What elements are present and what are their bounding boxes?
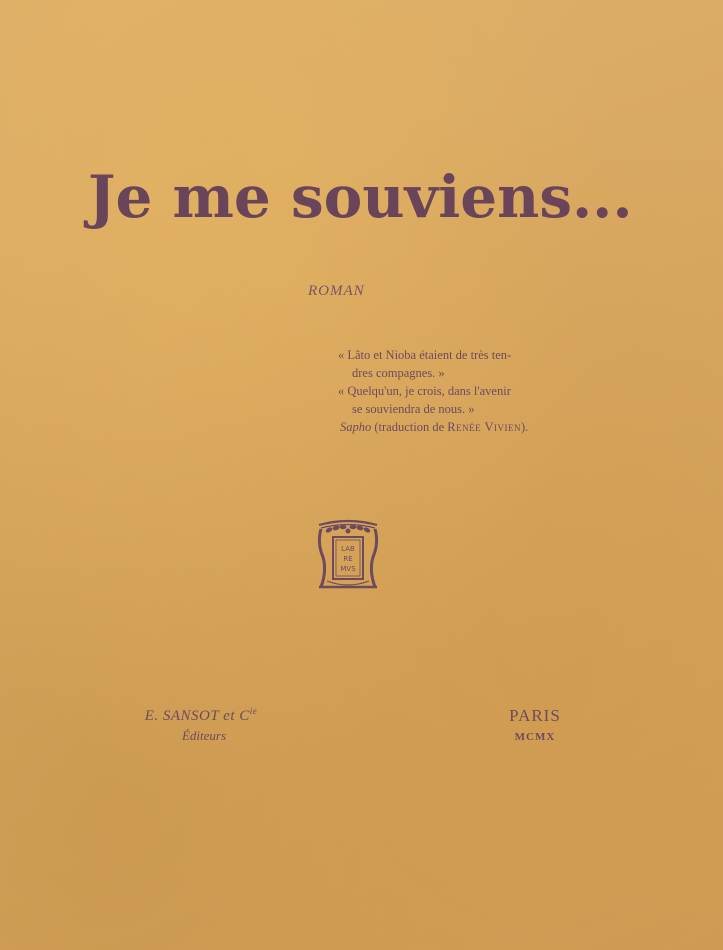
- imprint-year: MCMX: [514, 731, 556, 743]
- publisher-name-text: E. SANSOT et C: [144, 708, 250, 724]
- book-title: Je me souviens...: [88, 163, 633, 231]
- epigraph-line: « Lâto et Nioba étaient de très ten-: [338, 348, 512, 362]
- epigraph-attribution: [338, 418, 578, 436]
- publisher-name: [96, 706, 306, 725]
- publisher-mark-icon: [313, 515, 383, 591]
- attribution-translator: Renée Vivien: [447, 420, 522, 434]
- epigraph-line: dres compagnes. »: [352, 366, 445, 380]
- epigraph-line: se souviendra de nous. »: [352, 402, 475, 416]
- emblem-text: MVS: [340, 565, 356, 573]
- publisher-role: Éditeurs: [181, 728, 227, 743]
- attribution-close: ).: [521, 420, 529, 434]
- publisher-name-sup: ie: [249, 706, 258, 716]
- book-subtitle: ROMAN: [308, 283, 365, 299]
- epigraph-line: « Quelqu'un, je crois, dans l'avenir: [338, 384, 511, 398]
- publisher-block: [96, 706, 306, 744]
- imprint-city: PARIS: [509, 706, 561, 725]
- epigraph: [338, 346, 578, 436]
- emblem-text: RE: [343, 555, 353, 563]
- attribution-author: Sapho: [340, 420, 372, 434]
- attribution-text: (traduction de: [374, 420, 445, 434]
- emblem-text: LAB: [341, 545, 355, 553]
- imprint-block: [470, 706, 600, 743]
